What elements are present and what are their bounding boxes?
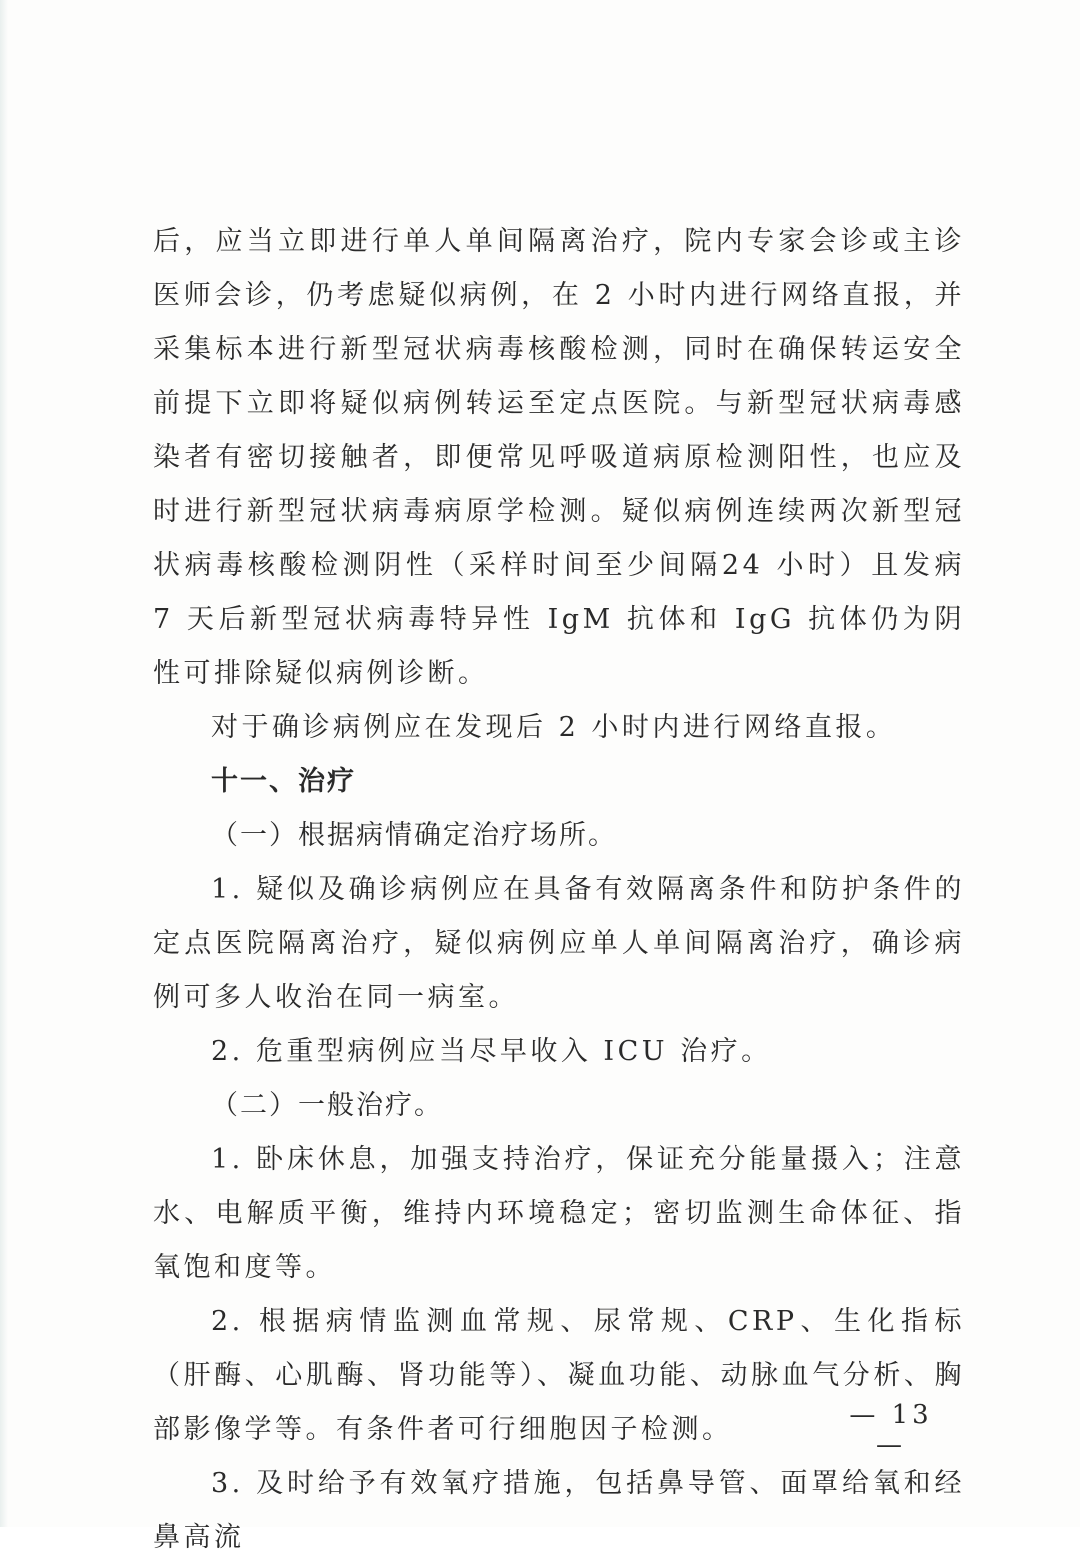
paragraph-bed-rest: 1. 卧床休息，加强支持治疗，保证充分能量摄入；注意水、电解质平衡，维持内环境稳定；密切监测生命体征、指氧饱和度等。 [153,1144,965,1283]
document-body [153,215,965,1565]
paragraph-oxygen-therapy: 3. 及时给予有效氧疗措施，包括鼻导管、面罩给氧和经鼻高流 [153,1468,965,1553]
page-edge-shadow [0,0,8,1527]
paragraph-icu-admission: 2. 危重型病例应当尽早收入 ICU 治疗。 [211,1036,772,1067]
page-number: — 13 — [849,1400,933,1460]
subheading-treatment-site: （一）根据病情确定治疗场所。 [211,820,617,851]
paragraph-monitoring: 2. 根据病情监测血常规、尿常规、CRP、生化指标（肝酶、心肌酶、肾功能等）、凝血功能、动脉血气分析、胸部影像学等。有条件者可行细胞因子检测。 [153,1306,965,1445]
paragraph-confirmed-case-report: 对于确诊病例应在发现后 2 小时内进行网络直报。 [211,712,897,743]
section-heading-treatment: 十一、治疗 [211,766,356,797]
paragraph-isolation-treatment: 1. 疑似及确诊病例应在具备有效隔离条件和防护条件的定点医院隔离治疗，疑似病例应单人单间隔离治疗，确诊病例可多人收治在同一病室。 [153,874,965,1013]
paragraph-diagnosis-continuation: 后，应当立即进行单人单间隔离治疗，院内专家会诊或主诊医师会诊，仍考虑疑似病例，在 2 小时内进行网络直报，并采集标本进行新型冠状病毒核酸检测，同时在确保转运安全前提下立即将疑似病例转运至定点医院。与新型冠状病毒感染者有密切接触者，即便常见呼吸道病原检测阳性，也应及时进行新型冠状病毒病原学检测。疑似病例连续两次新型冠状病毒核酸检测阴性（采样时间至少间隔24 小时）且发病 7 天后新型冠状病毒特异性 IgM 抗体和 IgG 抗体仍为阴性可排除疑似病例诊断。 [153,226,965,689]
subheading-general-treatment: （二）一般治疗。 [211,1090,443,1121]
